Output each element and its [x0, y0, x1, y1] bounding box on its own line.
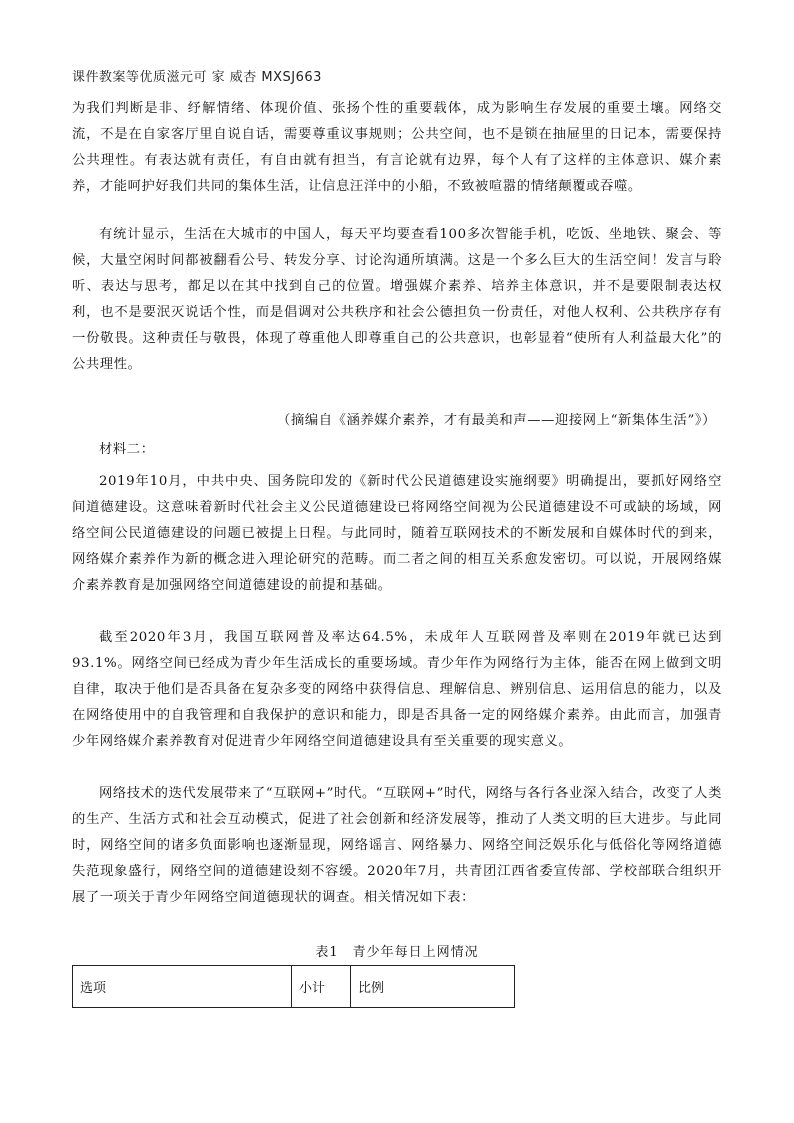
source-citation: （摘编自《涵养媒介素养，才有最美和声——迎接网上“新集体生活”》）	[277, 413, 716, 428]
paragraph-3: 2019年10月，中共中央、国务院印发的《新时代公民道德建设实施纲要》明确提出，要抓好网络空间道德建设。这意味着新时代社会主义公民道德建设已将网络空间视为公民道德建设不可或缺的场域，网络空间公民道德建设的问题已被提上日程。与此同时，随着互联网技术的不断发展和自媒体时代的到来，网络媒介素养作为新的概念进入理论研究的范畴。而二者之间的相互关系愈发密切。可以说，开展网络媒介素养教育是加强网络空间道德建设的前提和基础。	[72, 474, 722, 593]
page-header-watermark: 课件教案等优质滋元可 家 威杏 MXSJ663	[72, 70, 322, 85]
table-header-row	[73, 966, 515, 1008]
paragraph-4: 截至2020年3月，我国互联网普及率达64.5%，未成年人互联网普及率则在2019年就已达到93.1%。网络空间已经成为青少年生活成长的重要场域。青少年作为网络行为主体，能否在网上做到文明自律，取决于他们是否具备在复杂多变的网络中获得信息、理解信息、辨别信息、运用信息的能力，以及在网络使用中的自我管理和自我保护的意识和能力，即是否具备一定的网络媒介素养。由此而言，加强青少年网络媒介素养教育对促进青少年网络空间道德建设具有至关重要的现实意义。	[72, 630, 722, 749]
table-header-count: 小计	[292, 966, 351, 1008]
paragraph-2: 有统计显示，生活在大城市的中国人，每天平均要查看100多次智能手机，吃饭、坐地铁、聚会、等候，大量空闲时间都被翻看公号、转发分享、讨论沟通所填满。这是一个多么巨大的生活空间！发言与聆听、表达与思考，都足以在其中找到自己的位置。增强媒介素养、培养主体意识，并不是要限制表达权利，也不是要泯灭说话个性，而是倡调对公共秩序和社会公德担负一份责任，对他人权利、公共秩序存有一份敬畏。这种责任与敬畏，体现了尊重他人即尊重自己的公共意识，也彰显着“使所有人利益最大化”的公共理性。	[72, 227, 722, 372]
material-two-heading: 材料二：	[99, 442, 155, 457]
table-caption: 表1 青少年每日上网情况	[315, 945, 479, 960]
paragraph-1: 为我们判断是非、纾解情绪、体现价值、张扬个性的重要载体，成为影响生存发展的重要土壤。网络交流，不是在自家客厅里自说自话，需要尊重议事规则；公共空间，也不是锁在抽屉里的日记本，需要保持公共理性。有表达就有责任，有自由就有担当，有言论就有边界，每个人有了这样的主体意识、媒介素养，才能呵护好我们共同的集体生活，让信息汪洋中的小船，不致被喧嚣的情绪颠覆或吞噬。	[72, 101, 722, 194]
table-header-option: 选项	[73, 966, 292, 1008]
survey-table	[72, 965, 515, 1008]
paragraph-5: 网络技术的迭代发展带来了“互联网+”时代。“互联网+”时代，网络与各行各业深入结合，改变了人类的生产、生活方式和社会互动模式，促进了社会创新和经济发展等，推动了人类文明的巨大进步。与此同时，网络空间的诸多负面影响也逐渐显现，网络谣言、网络暴力、网络空间泛娱乐化与低俗化等网络道德失范现象盛行，网络空间的道德建设刻不容缓。2020年7月，共青团江西省委宣传部、学校部联合组织开展了一项关于青少年网络空间道德现状的调查。相关情况如下表：	[72, 786, 722, 905]
table-header-ratio: 比例	[351, 966, 515, 1008]
